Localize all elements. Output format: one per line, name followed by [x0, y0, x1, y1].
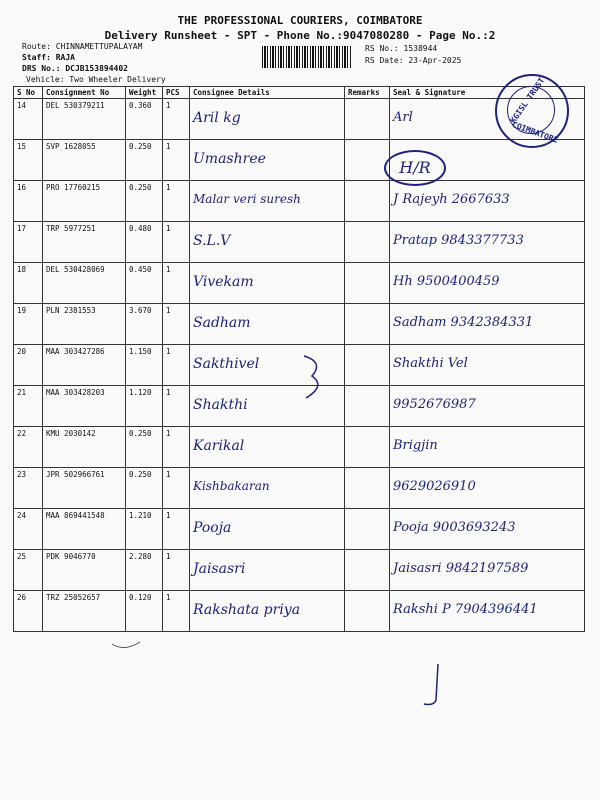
signature-handwriting: Jaisasri 9842197589	[393, 561, 529, 576]
cell-consignment: MAA 303428203	[43, 386, 126, 427]
hr-mark: H/R	[384, 150, 446, 186]
cell-remarks	[345, 550, 390, 591]
cell-consignment: DEL 530428069	[43, 263, 126, 304]
cell-signature	[390, 263, 585, 304]
signature-handwriting: Shakthi Vel	[393, 356, 468, 371]
cell-consignee	[190, 304, 345, 345]
cell-remarks	[345, 99, 390, 140]
cell-consignment: DEL 530379211	[43, 99, 126, 140]
barcode	[262, 46, 352, 68]
rs-number: RS No.: 1538944	[365, 44, 438, 53]
cell-sno: 23	[14, 468, 43, 509]
cell-weight: 3.670	[126, 304, 163, 345]
route-label: Route: CHINNAMETTUPALAYAM	[22, 42, 143, 51]
consignee-handwriting: Sakthivel	[193, 356, 260, 372]
consignee-handwriting: Aril kg	[193, 110, 241, 126]
consignee-handwriting: Umashree	[193, 151, 266, 167]
page-subtitle: Delivery Runsheet - SPT - Phone No.:9047080280 - Page No.:2	[104, 29, 496, 42]
signature-handwriting: 9952676987	[393, 397, 476, 412]
cell-consignee	[190, 99, 345, 140]
cell-signature	[390, 304, 585, 345]
cell-signature	[390, 591, 585, 632]
signature-handwriting: J Rajeyh 2667633	[393, 192, 510, 207]
drs-label: DRS No.: DCJB153894402	[22, 64, 128, 73]
cell-weight: 1.210	[126, 509, 163, 550]
cell-weight: 0.250	[126, 427, 163, 468]
cell-consignment: MAA 303427286	[43, 345, 126, 386]
cell-consignee	[190, 263, 345, 304]
cell-sno: 18	[14, 263, 43, 304]
table-row	[14, 222, 585, 263]
cell-pcs: 1	[163, 386, 190, 427]
consignee-handwriting: Karikal	[193, 438, 245, 454]
signature-handwriting: Brigjin	[393, 438, 438, 453]
signature-handwriting: Hh 9500400459	[393, 274, 500, 289]
col-header-consignment: Consignment No	[43, 87, 126, 99]
stamp-bottom-text: COIMBATORE	[510, 120, 560, 145]
cell-consignee	[190, 509, 345, 550]
table-row	[14, 591, 585, 632]
staff-label: Staff: RAJA	[22, 53, 75, 62]
cell-consignment: MAA 869441548	[43, 509, 126, 550]
consignee-handwriting: Pooja	[193, 520, 232, 536]
cell-remarks	[345, 468, 390, 509]
cell-pcs: 1	[163, 509, 190, 550]
cell-pcs: 1	[163, 222, 190, 263]
cell-sno: 21	[14, 386, 43, 427]
consignee-handwriting: Shakthi	[193, 397, 248, 413]
signature-handwriting: Rakshi P 7904396441	[393, 602, 538, 617]
consignee-handwriting: Jaisasri	[193, 561, 246, 577]
rs-date: RS Date: 23-Apr-2025	[365, 56, 462, 65]
consignee-handwriting: S.L.V	[193, 233, 231, 249]
cell-sno: 20	[14, 345, 43, 386]
pen-stroke	[420, 660, 450, 710]
table-row	[14, 427, 585, 468]
col-header-weight: Weight	[126, 87, 163, 99]
cell-consignment: PRO 17760215	[43, 181, 126, 222]
cell-pcs: 1	[163, 345, 190, 386]
table-row	[14, 468, 585, 509]
col-header-signature: Seal & Signature	[390, 87, 585, 99]
table-row	[14, 345, 585, 386]
bracket-scribble	[300, 352, 330, 402]
runsheet-table	[13, 86, 585, 632]
cell-sno: 25	[14, 550, 43, 591]
cell-remarks	[345, 140, 390, 181]
cell-weight: 0.250	[126, 468, 163, 509]
cell-sno: 16	[14, 181, 43, 222]
cell-consignee	[190, 181, 345, 222]
cell-pcs: 1	[163, 99, 190, 140]
cell-signature	[390, 386, 585, 427]
cell-signature	[390, 550, 585, 591]
cell-remarks	[345, 591, 390, 632]
cell-remarks	[345, 509, 390, 550]
signature-handwriting: 9629026910	[393, 479, 476, 494]
cell-remarks	[345, 427, 390, 468]
col-header-consignee: Consignee Details	[190, 87, 345, 99]
cell-pcs: 1	[163, 140, 190, 181]
cell-sno: 14	[14, 99, 43, 140]
pen-tick	[110, 638, 150, 658]
consignee-handwriting: Rakshata priya	[193, 602, 301, 618]
cell-weight: 1.150	[126, 345, 163, 386]
stamp-top-text: KGISL TRUST	[508, 76, 547, 125]
cell-remarks	[345, 386, 390, 427]
cell-pcs: 1	[163, 263, 190, 304]
cell-pcs: 1	[163, 550, 190, 591]
cell-signature	[390, 468, 585, 509]
cell-remarks	[345, 345, 390, 386]
cell-remarks	[345, 181, 390, 222]
vehicle-label: Vehicle: Two Wheeler Delivery	[26, 75, 166, 84]
consignee-handwriting: Vivekam	[193, 274, 254, 290]
table-row	[14, 550, 585, 591]
cell-signature	[390, 509, 585, 550]
cell-signature	[390, 345, 585, 386]
cell-weight: 1.120	[126, 386, 163, 427]
cell-consignee	[190, 591, 345, 632]
signature-handwriting: Pratap 9843377733	[393, 233, 524, 248]
cell-remarks	[345, 304, 390, 345]
cell-remarks	[345, 263, 390, 304]
signature-handwriting: Sadham 9342384331	[393, 315, 534, 330]
cell-consignment: TRZ 25052657	[43, 591, 126, 632]
cell-consignment: TRP 5977251	[43, 222, 126, 263]
cell-pcs: 1	[163, 181, 190, 222]
cell-weight: 0.250	[126, 140, 163, 181]
table-row	[14, 509, 585, 550]
cell-consignee	[190, 468, 345, 509]
cell-signature	[390, 181, 585, 222]
col-header-pcs: PCS	[163, 87, 190, 99]
cell-remarks	[345, 222, 390, 263]
table-row	[14, 263, 585, 304]
page-title: THE PROFESSIONAL COURIERS, COIMBATORE	[177, 14, 423, 27]
cell-weight: 0.250	[126, 181, 163, 222]
cell-weight: 0.450	[126, 263, 163, 304]
cell-sno: 26	[14, 591, 43, 632]
cell-weight: 0.360	[126, 99, 163, 140]
cell-consignment: SVP 1628055	[43, 140, 126, 181]
table-row	[14, 181, 585, 222]
cell-sno: 22	[14, 427, 43, 468]
cell-consignee	[190, 550, 345, 591]
consignee-handwriting: Sadham	[193, 315, 251, 331]
table-row	[14, 304, 585, 345]
cell-pcs: 1	[163, 468, 190, 509]
cell-consignment: KMU 2030142	[43, 427, 126, 468]
cell-consignee	[190, 222, 345, 263]
table-row	[14, 140, 585, 181]
cell-pcs: 1	[163, 304, 190, 345]
signature-handwriting: Pooja 9003693243	[393, 520, 516, 535]
cell-pcs: 1	[163, 591, 190, 632]
col-header-remarks: Remarks	[345, 87, 390, 99]
cell-signature	[390, 222, 585, 263]
cell-weight: 0.120	[126, 591, 163, 632]
seal-stamp	[495, 74, 569, 148]
cell-sno: 19	[14, 304, 43, 345]
signature-handwriting: Arl	[393, 110, 413, 125]
consignee-handwriting: Kishbakaran	[193, 479, 270, 493]
cell-consignee	[190, 140, 345, 181]
cell-weight: 2.280	[126, 550, 163, 591]
cell-consignment: PLN 2381553	[43, 304, 126, 345]
cell-consignment: PDK 9046770	[43, 550, 126, 591]
cell-sno: 24	[14, 509, 43, 550]
consignee-handwriting: Malar veri suresh	[193, 192, 301, 206]
cell-consignee	[190, 427, 345, 468]
cell-sno: 17	[14, 222, 43, 263]
table-row	[14, 386, 585, 427]
cell-signature	[390, 427, 585, 468]
cell-pcs: 1	[163, 427, 190, 468]
cell-weight: 0.480	[126, 222, 163, 263]
cell-consignment: JPR 502966761	[43, 468, 126, 509]
cell-sno: 15	[14, 140, 43, 181]
col-header-sno: S No	[14, 87, 43, 99]
